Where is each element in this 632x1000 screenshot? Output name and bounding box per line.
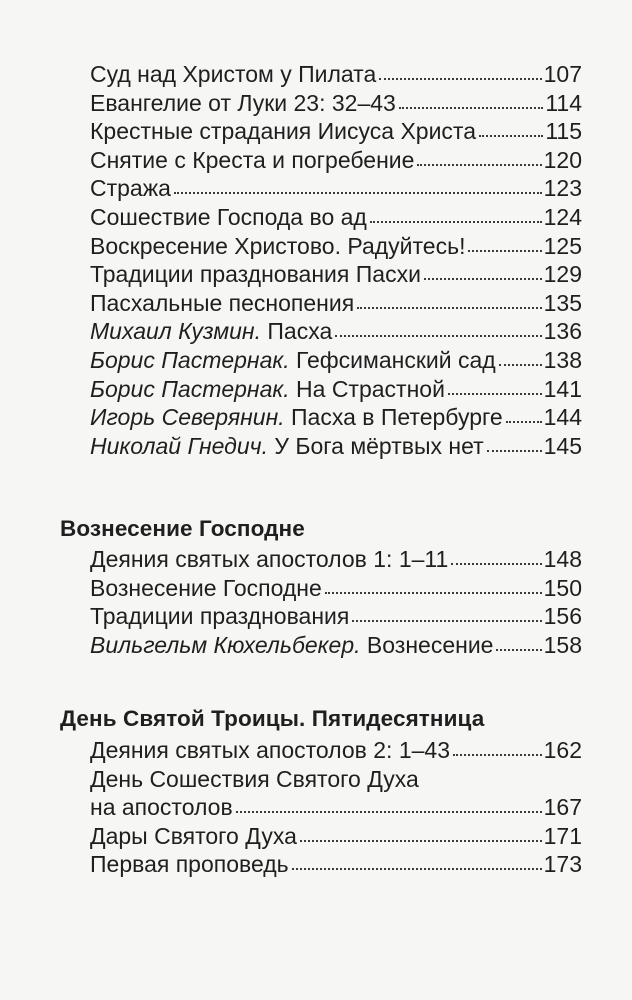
toc-entry bbox=[90, 174, 582, 203]
toc-entry bbox=[90, 146, 582, 175]
dot-leader bbox=[399, 107, 543, 109]
toc-entry bbox=[90, 117, 582, 146]
toc-entry-title: Деяния святых апостолов 1: 1–11 bbox=[90, 546, 449, 572]
toc-entry-page: 120 bbox=[543, 146, 582, 173]
toc-entry-title: Стража bbox=[90, 175, 171, 202]
toc-entry-page: 141 bbox=[543, 375, 582, 402]
toc-entry-title: Сошествие Господа во ад bbox=[90, 203, 367, 230]
toc-entry bbox=[90, 403, 582, 432]
toc-entry-wrapped-line bbox=[90, 765, 582, 794]
dot-leader bbox=[370, 221, 542, 223]
toc-entry bbox=[90, 602, 582, 631]
toc-entry bbox=[90, 232, 582, 261]
toc-entry bbox=[90, 346, 582, 375]
toc-entry bbox=[90, 822, 582, 851]
toc-entry-page: 145 bbox=[543, 432, 582, 459]
toc-entry-title: Михаил Кузмин. Пасха bbox=[90, 318, 333, 345]
toc-entry-title: Борис Пастернак. На Страстной bbox=[90, 375, 445, 402]
toc-entry-title: Воскресение Христово. Радуйтесь! bbox=[90, 232, 466, 259]
toc-entry bbox=[90, 736, 582, 765]
toc-entry bbox=[90, 260, 582, 289]
toc-entry-page: 114 bbox=[545, 89, 582, 116]
toc-entry-page: 173 bbox=[543, 851, 582, 878]
dot-leader bbox=[487, 450, 542, 452]
dot-leader bbox=[335, 335, 541, 337]
dot-leader bbox=[496, 649, 541, 651]
toc-entry bbox=[90, 574, 582, 603]
toc-entry-title: Первая проповедь bbox=[90, 851, 289, 878]
toc-entry-page: 167 bbox=[543, 794, 582, 821]
dot-leader bbox=[499, 364, 542, 366]
toc-entry-title: Евангелие от Луки 23: 32–43 bbox=[90, 89, 396, 116]
toc-entry bbox=[90, 631, 582, 660]
toc-entry-page: 115 bbox=[545, 118, 582, 145]
toc-entry-page: 123 bbox=[543, 175, 582, 202]
toc-entry-author: Николай Гнедич. bbox=[90, 432, 268, 459]
section-heading: Вознесение Господне bbox=[60, 516, 305, 541]
dot-leader bbox=[174, 192, 542, 194]
dot-leader bbox=[379, 78, 541, 80]
toc-entry-page: 144 bbox=[543, 404, 582, 431]
toc-entry bbox=[90, 289, 582, 318]
toc-entry-title: Крестные страдания Иисуса Христа bbox=[90, 118, 477, 145]
toc-entry-title: Вильгельм Кюхельбекер. Вознесение bbox=[90, 631, 494, 658]
toc-entry-title: Традиции празднования Пасхи bbox=[90, 261, 421, 288]
toc-entry-author: Вильгельм Кюхельбекер. bbox=[90, 631, 361, 658]
toc-block-3 bbox=[90, 736, 582, 879]
toc-entry-page: 129 bbox=[543, 261, 582, 288]
toc-entry-page: 135 bbox=[543, 289, 582, 316]
toc-entry bbox=[90, 375, 582, 404]
toc-entry-author: Борис Пастернак. bbox=[90, 346, 290, 373]
toc-entry-page: 107 bbox=[543, 61, 582, 87]
dot-leader bbox=[479, 135, 543, 137]
toc-entry-author: Борис Пастернак. bbox=[90, 375, 290, 402]
toc-entry-page: 124 bbox=[543, 203, 582, 230]
toc-entry-title: Дары Святого Духа bbox=[90, 822, 297, 849]
toc-entry-title: Суд над Христом у Пилата bbox=[90, 61, 377, 87]
toc-entry-author: Михаил Кузмин. bbox=[90, 318, 261, 345]
dot-leader bbox=[468, 250, 541, 252]
toc-entry bbox=[90, 850, 582, 879]
section-heading: День Святой Троицы. Пятидесятница bbox=[60, 706, 485, 731]
toc-entry bbox=[90, 432, 582, 461]
toc-entry bbox=[90, 203, 582, 232]
dot-leader bbox=[357, 307, 541, 309]
toc-entry-page: 136 bbox=[543, 318, 582, 345]
toc-entry-page: 156 bbox=[543, 603, 582, 630]
toc-entry-title: Снятие с Креста и погребение bbox=[90, 146, 415, 173]
toc-entry-page: 148 bbox=[543, 546, 582, 572]
dot-leader bbox=[352, 620, 541, 622]
dot-leader bbox=[424, 278, 542, 280]
toc-entry-title: Деяния святых апостолов 2: 1–43 bbox=[90, 737, 451, 763]
dot-leader bbox=[506, 421, 542, 423]
toc-block-1 bbox=[90, 60, 582, 460]
toc-entry-title: День Сошествия Святого Духа bbox=[90, 765, 419, 792]
dot-leader bbox=[292, 868, 542, 870]
toc-entry-title: на апостолов bbox=[90, 794, 233, 821]
toc-entry-page: 150 bbox=[543, 574, 582, 601]
toc-entry-author: Игорь Северянин. bbox=[90, 404, 285, 431]
toc-entry-title: Николай Гнедич. У Бога мёртвых нет bbox=[90, 432, 484, 459]
dot-leader bbox=[300, 840, 542, 842]
dot-leader bbox=[417, 164, 541, 166]
toc-entry-page: 162 bbox=[543, 737, 582, 763]
toc-entry-page: 138 bbox=[543, 346, 582, 373]
dot-leader bbox=[451, 563, 541, 565]
toc-entry-page: 171 bbox=[543, 822, 582, 849]
dot-leader bbox=[325, 592, 542, 594]
toc-entry bbox=[90, 60, 582, 89]
toc-entry bbox=[90, 89, 582, 118]
toc-entry bbox=[90, 545, 582, 574]
toc-block-2 bbox=[90, 545, 582, 659]
toc-entry-title: Игорь Северянин. Пасха в Петербурге bbox=[90, 404, 503, 431]
toc-entry-page: 158 bbox=[543, 631, 582, 658]
toc-entry-title: Пасхальные песнопения bbox=[90, 289, 355, 316]
toc-entry-title: Борис Пастернак. Гефсиманский сад bbox=[90, 346, 496, 373]
toc-entry bbox=[90, 793, 582, 822]
toc-entry-page: 125 bbox=[543, 232, 582, 259]
toc-entry-title: Вознесение Господне bbox=[90, 574, 322, 601]
toc-entry-title: Традиции празднования bbox=[90, 603, 350, 630]
dot-leader bbox=[236, 811, 542, 813]
toc-entry bbox=[90, 317, 582, 346]
dot-leader bbox=[448, 393, 542, 395]
dot-leader bbox=[453, 754, 542, 756]
